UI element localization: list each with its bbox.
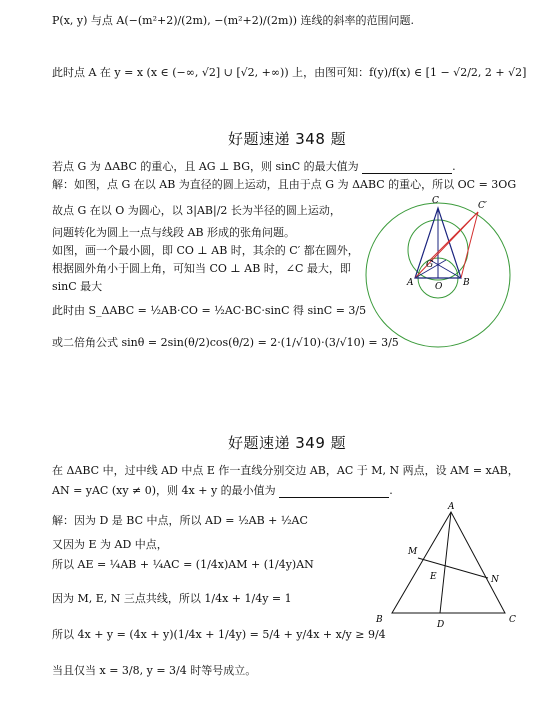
label-o: O	[435, 282, 443, 292]
problem-349-question: 在 ΔABC 中，过中线 AD 中点 E 作一直线分别交边 AB，AC 于 M, N 两点，设 AM = xAB，	[52, 464, 519, 477]
solution-line: 解：因为 D 是 BC 中点，所以 AD = ½AB + ½AC	[52, 514, 308, 527]
top-line-1: P(x, y) 与点 A(−(m²+2)/(2m), −(m²+2)/(2m)) 连线的斜率的范围问题.	[52, 14, 415, 27]
label-m: M	[408, 547, 418, 557]
circle-triangle-diagram	[360, 190, 550, 355]
triangle-abc	[392, 512, 505, 613]
answer-blank	[279, 487, 389, 498]
problem-349-question: AN = yAC (xy ≠ 0)，则 4x + y 的最小值为 .	[52, 484, 393, 497]
label-n: N	[491, 575, 499, 585]
question-text: 若点 G 为 ΔABC 的重心，且 AG ⊥ BG，则 sinC 的最大值为	[52, 160, 359, 173]
solution-line: 解：如图，点 G 在以 AB 为直径的圆上运动，且由于点 G 为 ΔABC 的重心，所以 OC = 3OG	[52, 178, 517, 191]
label-a: A	[448, 502, 455, 512]
triangle-median-diagram	[370, 500, 550, 640]
label-d: D	[437, 620, 445, 630]
line-b-cprime	[461, 212, 478, 278]
label-g: G	[426, 260, 434, 270]
problem-349-title: 好题速递 349 题	[228, 434, 347, 452]
answer-blank	[362, 163, 452, 174]
solution-line: 所以 4x + y = (4x + y)(1/4x + 1/4y) = 5/4 + y/4x + x/y ≥ 9/4	[52, 628, 386, 641]
solution-line: 当且仅当 x = 3/8, y = 3/4 时等号成立。	[52, 664, 257, 677]
solution-line: 所以 AE = ¼AB + ¼AC = (1/4x)AM + (1/4y)AN	[52, 558, 314, 571]
problem-348-question: 若点 G 为 ΔABC 的重心，且 AG ⊥ BG，则 sinC 的最大值为 .	[52, 160, 456, 173]
label-c: C	[509, 615, 516, 625]
solution-line: 此时由 S_ΔABC = ½AB·CO = ½AC·BC·sinC 得 sinC = 3/5	[52, 304, 367, 317]
label-c: C	[432, 196, 439, 206]
solution-line: sinC 最大	[52, 280, 103, 293]
solution-line: 如图，画一个最小圆，即 CO ⊥ AB 时，其余的 C′ 都在圆外，	[52, 244, 359, 257]
solution-line: 故点 G 在以 O 为圆心，以 3|AB|/2 长为半径的圆上运动，	[52, 204, 341, 217]
solution-line: 又因为 E 为 AD 中点，	[52, 538, 168, 551]
label-c-prime: C′	[478, 201, 487, 211]
solution-line: 根据圆外角小于圆上角，可知当 CO ⊥ AB 时，∠C 最大，即	[52, 262, 351, 275]
question-text: AN = yAC (xy ≠ 0)，则 4x + y 的最小值为	[52, 484, 276, 497]
line-g-cprime	[430, 212, 478, 260]
solution-line: 因为 M, E, N 三点共线，所以 1/4x + 1/4y = 1	[52, 592, 292, 605]
problem-348-title: 好题速递 348 题	[228, 130, 347, 148]
top-line-2: 此时点 A 在 y = x (x ∈ (−∞, √2] ∪ [√2, +∞)) 上，由图可知：f(y)/f(x) ∈ [1 − √2/2, 2 + √2]	[52, 66, 527, 79]
solution-line: 问题转化为圆上一点与线段 AB 形成的张角问题。	[52, 226, 296, 239]
label-e: E	[430, 572, 437, 582]
label-b: B	[376, 615, 383, 625]
label-a: A	[407, 278, 414, 288]
solution-line: 或二倍角公式 sinθ = 2sin(θ/2)cos(θ/2) = 2·(1/√10)·(3/√10) = 3/5	[52, 336, 399, 349]
label-b: B	[463, 278, 470, 288]
